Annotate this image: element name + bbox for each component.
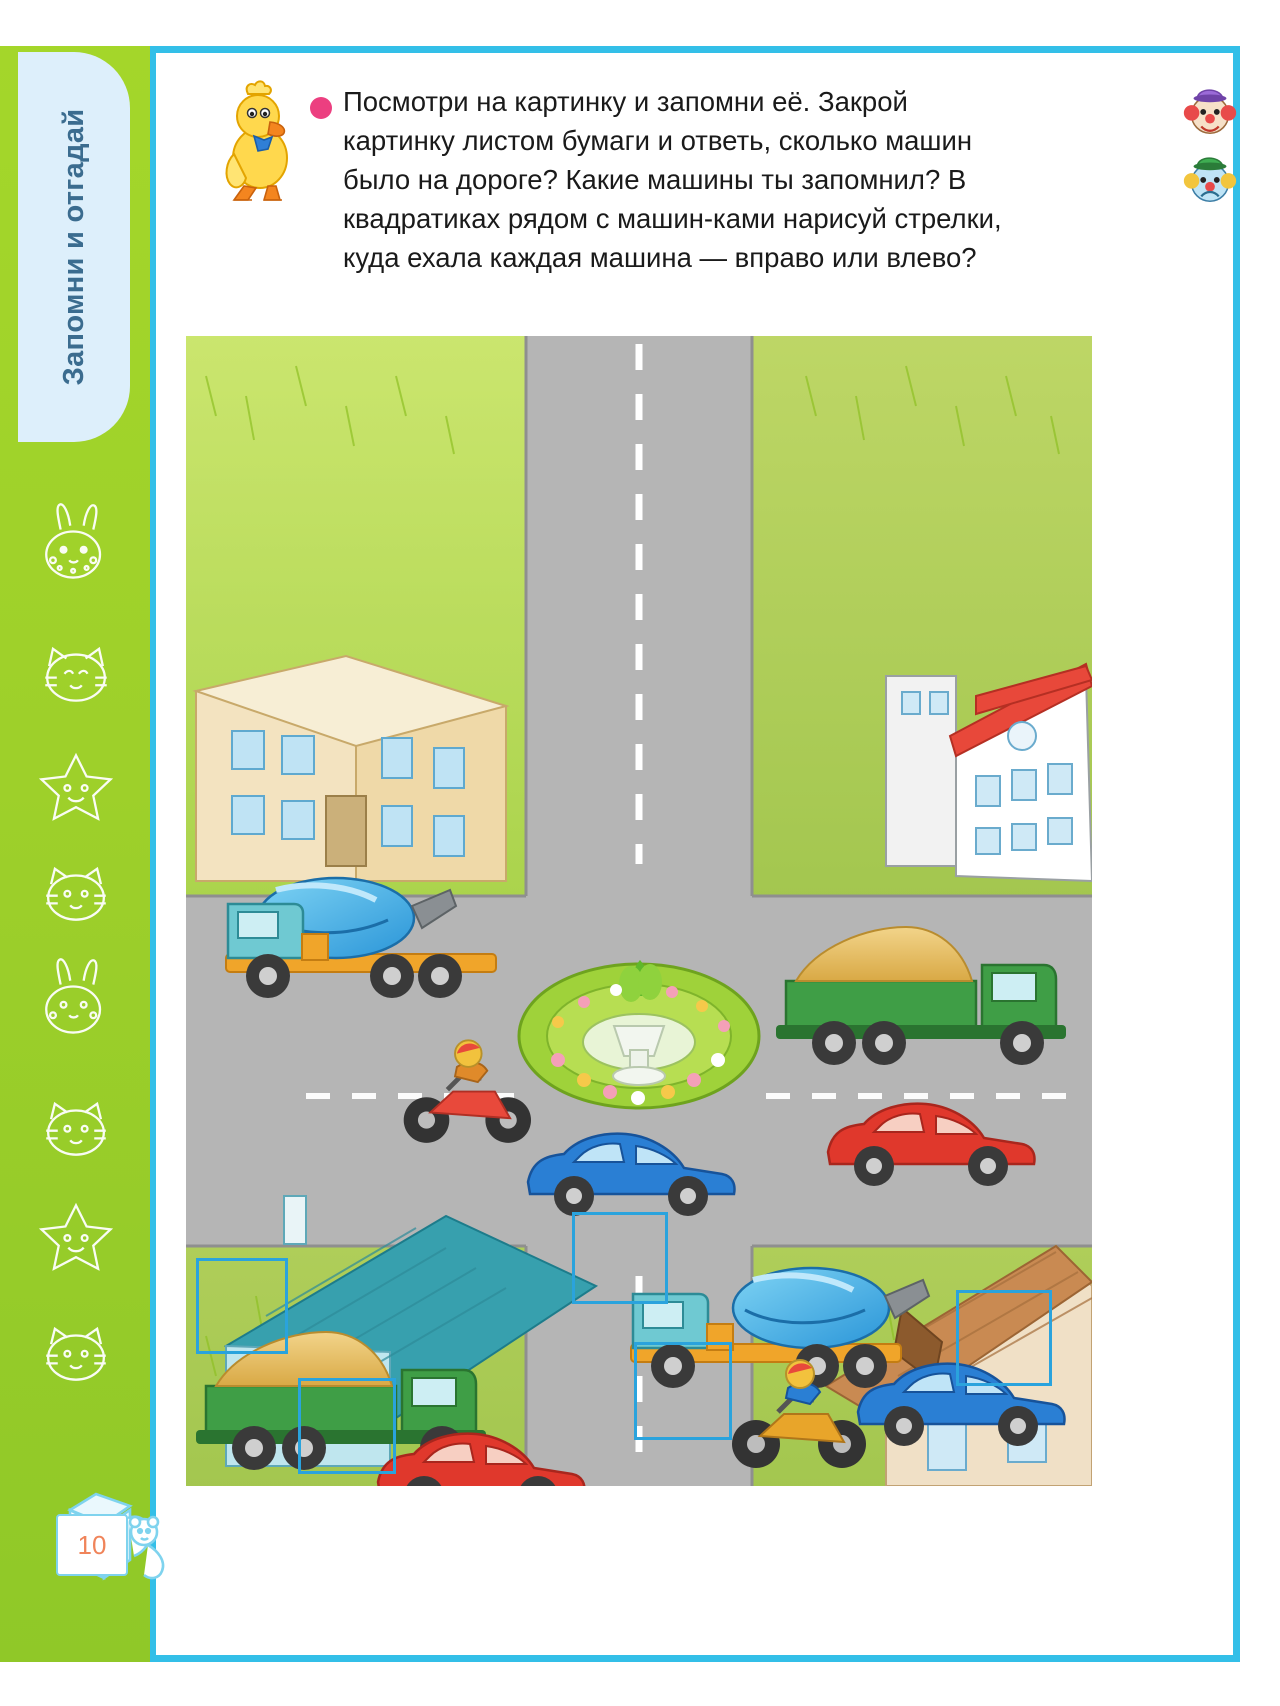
page-number-text: 10 — [77, 1529, 107, 1560]
section-title: Запомни и отгадай — [57, 108, 90, 386]
right-white-margin — [1240, 0, 1280, 1706]
bullet-dot — [310, 97, 332, 119]
answer-box-3[interactable] — [956, 1290, 1052, 1386]
bunny-sticker — [28, 950, 124, 1046]
cat-sticker — [28, 1300, 124, 1396]
cat-sticker — [28, 620, 124, 716]
star-sticker — [28, 1190, 124, 1286]
clown-green-hat-icon — [1176, 146, 1244, 208]
cat-sticker — [28, 1075, 124, 1171]
answer-box-1[interactable] — [196, 1258, 288, 1354]
page-number — [56, 1514, 128, 1576]
clown-purple-hat-icon — [1176, 78, 1244, 140]
star-sticker — [28, 740, 124, 836]
bottom-white-margin — [0, 1662, 1280, 1706]
top-white-margin — [0, 0, 1280, 46]
answer-box-4[interactable] — [298, 1378, 396, 1474]
cat-sticker — [28, 840, 124, 936]
answer-box-5[interactable] — [634, 1342, 732, 1440]
duck-character — [210, 80, 310, 215]
bunny-sticker — [28, 495, 124, 591]
answer-box-2[interactable] — [572, 1212, 668, 1304]
task-text: Посмотри на картинку и запомни её. Закрой картинку листом бумаги и ответь, сколько машин было на дороге? Какие машины ты запомнил? В квадратиках рядом с машин-ками нарисуй стрелки, куда ехала каждая машина — вправо или влево? — [343, 86, 1002, 273]
clown-icons — [1176, 78, 1252, 218]
section-tab — [18, 52, 130, 442]
